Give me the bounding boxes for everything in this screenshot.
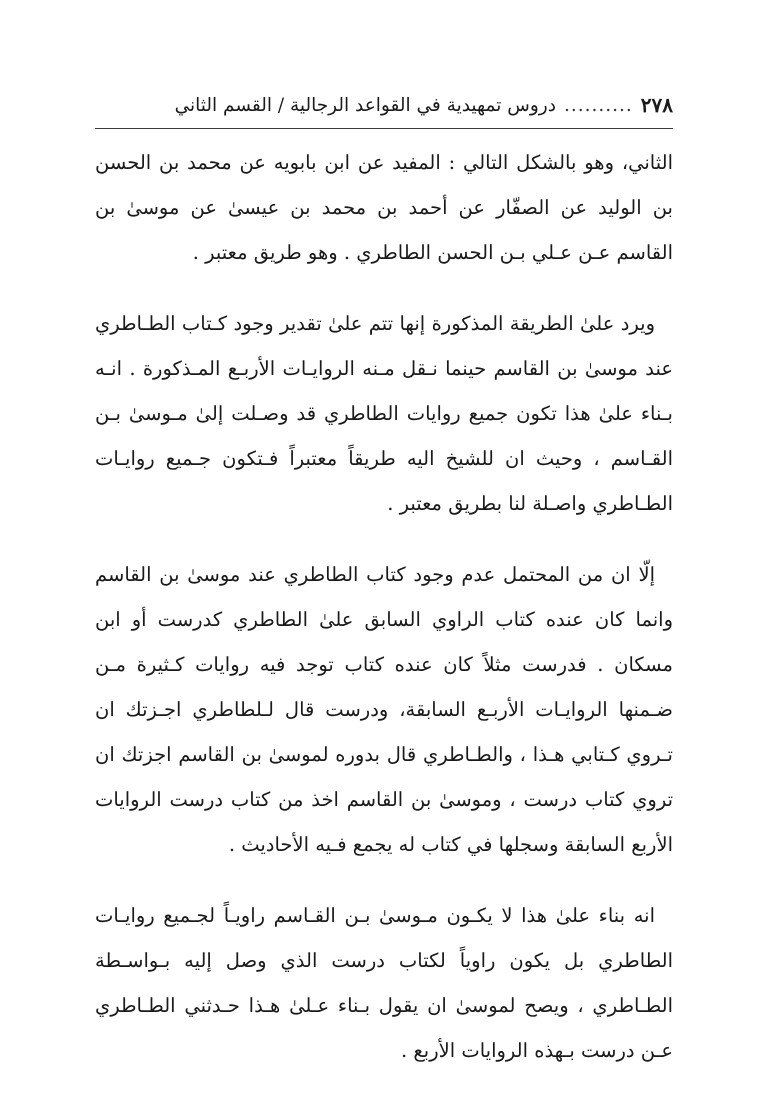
body-text bbox=[95, 140, 673, 1099]
paragraph-4: انه بناء علىٰ هذا لا يكـون مـوسىٰ بـن القـاسم راويـاً لجـميع روايـات الطاطري بل يكون راوياً لكتاب درست الذي وصل إليه بـواسـطة الطـاطري ، ويصح لموسىٰ ان يقول بـناء عـلىٰ هـذا حـدثني الطـاطري عـن درست بـهذه الروايات الأربع . bbox=[95, 904, 673, 1062]
leader-dots: .......... bbox=[563, 94, 633, 116]
paragraph-2: ويرد علىٰ الطريقة المذكورة إنها تتم علىٰ تقدير وجود كـتاب الطـاطري عند موسىٰ بن القاسم حينما نـقل مـنه الروايـات الأربـع المـذكورة . انـه بـناء علىٰ هذا تكون جميع روايات الطاطري قد وصـلت إلىٰ مـوسىٰ بـن القـاسم ، وحيث ان للشيخ اليه طريقاً معتبراً فـتكون جـميع روايـات الطـاطري واصـلة لنا بطريق معتبر . bbox=[95, 312, 673, 515]
page-number: ٢٧٨ bbox=[640, 93, 673, 117]
paragraph-3: إلّا ان من المحتمل عدم وجود كتاب الطاطري عند موسىٰ بن القاسم وانما كان عنده كتاب الراوي السابق علىٰ الطاطري كدرست أو ابن مسكان . فدرست مثلاً كان عنده كتاب توجد فيه روايات كـثيرة مـن ضـمنها الروايـات الأربـع السابقة، ودرست قال لـلطاطري اجـزتك ان تـروي كـتابي هـذا ، والطـاطري قال بدوره لموسىٰ بن القاسم اجزتك ان تروي كتاب درست ، وموسىٰ بن القاسم اخذ من كتاب درست الروايات الأربع السابقة وسجلها في كتاب له يجمع فـيه الأحاديث . bbox=[95, 563, 673, 856]
paragraph-1: الثاني، وهو بالشكل التالي : المفيد عن ابن بابويه عن محمد بن الحسن بن الوليد عن الصفّار عن أحمد بن محمد بن عيسىٰ عن موسىٰ بن القاسم عـن عـلي بـن الحسن الطاطري . وهو طريق معتبر . bbox=[95, 151, 673, 264]
book-title: دروس تمهيدية في القواعد الرجالية / القسم الثاني bbox=[174, 94, 556, 116]
running-header bbox=[95, 88, 673, 122]
header-rule bbox=[95, 128, 673, 129]
